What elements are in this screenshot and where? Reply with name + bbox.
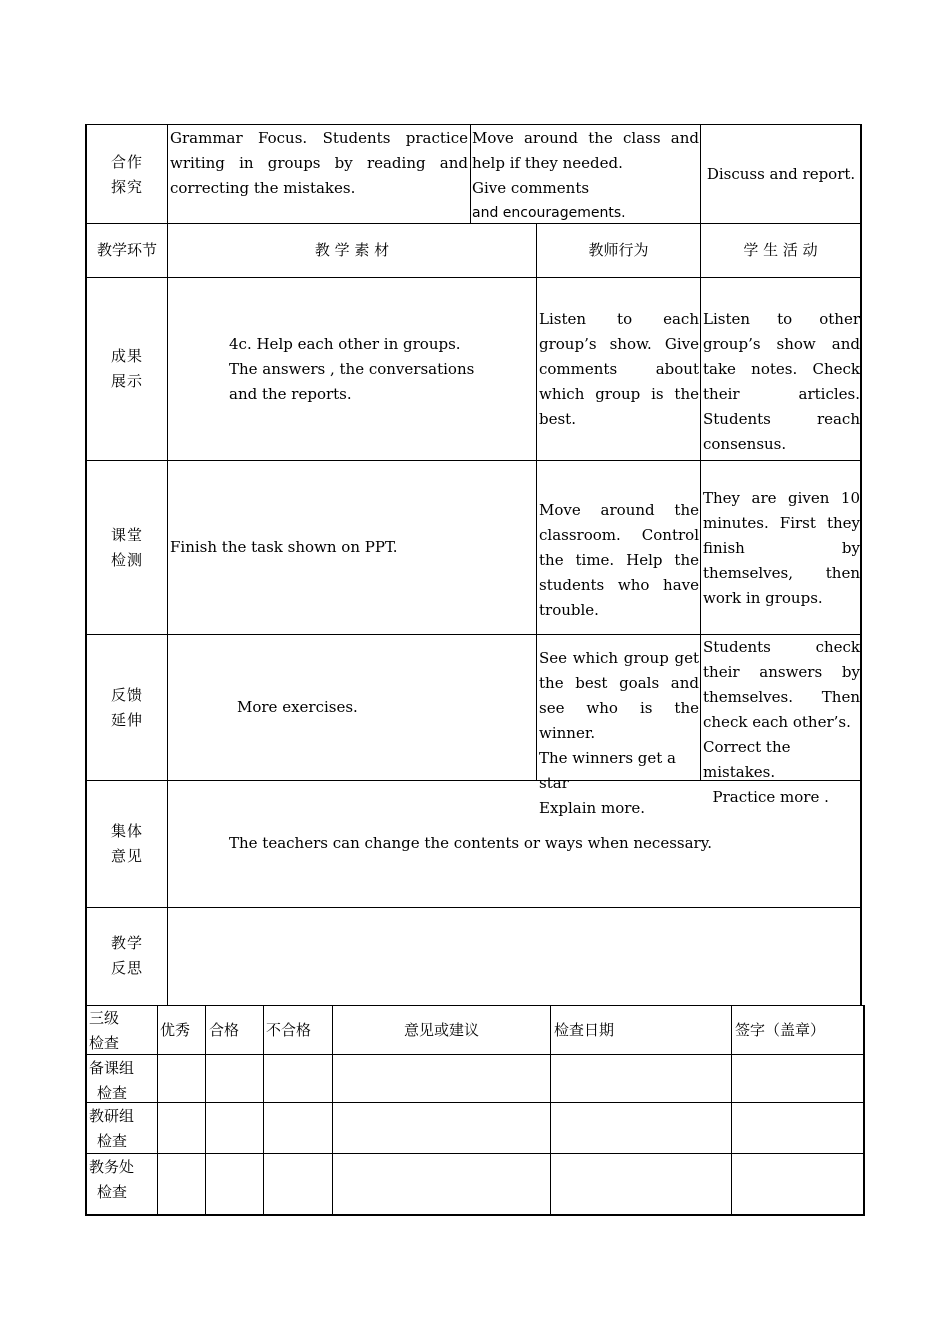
inspection-header-level: 三级 检查: [89, 1009, 120, 1052]
header-teacher: 教师行为: [588, 241, 649, 259]
inspection-row-research-group: 教研组 检查: [89, 1107, 135, 1150]
presentation-teacher-action: Listen to each group’s show. Give comments about which group is the best.: [539, 310, 699, 428]
inspection-header-excellent: 优秀: [160, 1021, 191, 1039]
row-label-collective: 集体 意见: [110, 822, 143, 865]
feedback-teacher-action: See which group get the best goals and see who is the winner. The winners get a star Explain more.: [539, 649, 699, 817]
reflection-text[interactable]: [170, 910, 858, 1004]
inspection-header-signature: 签字（盖章）: [735, 1021, 826, 1039]
inspection-header-date: 检查日期: [554, 1021, 615, 1039]
row-label-class-check: 课堂 检测: [110, 526, 143, 569]
row-label-feedback: 反馈 延伸: [110, 686, 143, 729]
presentation-student-activity: Listen to other group’s show and take notes. Check their articles. Students reach consensus.: [703, 310, 860, 453]
presentation-material: 4c. Help each other in groups. The answers , the conversations and the reports.: [229, 335, 475, 403]
row-label-presentation: 成果 展示: [110, 347, 143, 390]
cooperation-material: Grammar Focus. Students practice writing in groups by reading and correcting the mistakes.: [170, 129, 468, 197]
header-material: 教 学 素 材: [314, 241, 390, 259]
inspection-header-fail: 不合格: [266, 1021, 312, 1039]
row-label-reflection: 教学 反思: [110, 934, 143, 977]
inspection-header-pass: 合格: [209, 1021, 240, 1039]
inspection-row-prep-group: 备课组 检查: [89, 1059, 135, 1102]
cooperation-teacher-action: Move around the class and help if they needed. Give comments and encouragements.: [472, 129, 699, 221]
inspection-row-academic-office: 教务处 检查: [89, 1158, 135, 1201]
collective-opinion-text: The teachers can change the contents or ways when necessary.: [229, 834, 712, 852]
class-check-student-activity: They are given 10 minutes. First they finish by themselves, then work in groups.: [703, 489, 860, 607]
header-stage: 教学环节: [96, 241, 157, 259]
row-label-cooperation: 合作 探究: [110, 153, 143, 196]
class-check-teacher-action: Move around the classroom. Control the time. Help the students who have trouble.: [539, 501, 699, 619]
feedback-material: More exercises.: [237, 698, 358, 716]
cooperation-student-activity: Discuss and report.: [706, 165, 856, 183]
class-check-material: Finish the task shown on PPT.: [170, 538, 398, 556]
header-student: 学 生 活 动: [743, 241, 818, 259]
feedback-student-activity: Students check their answers by themselves. Then check each other’s. Correct the mistakes. Practice more .: [703, 638, 860, 806]
inspection-header-opinion: 意见或建议: [403, 1021, 479, 1039]
